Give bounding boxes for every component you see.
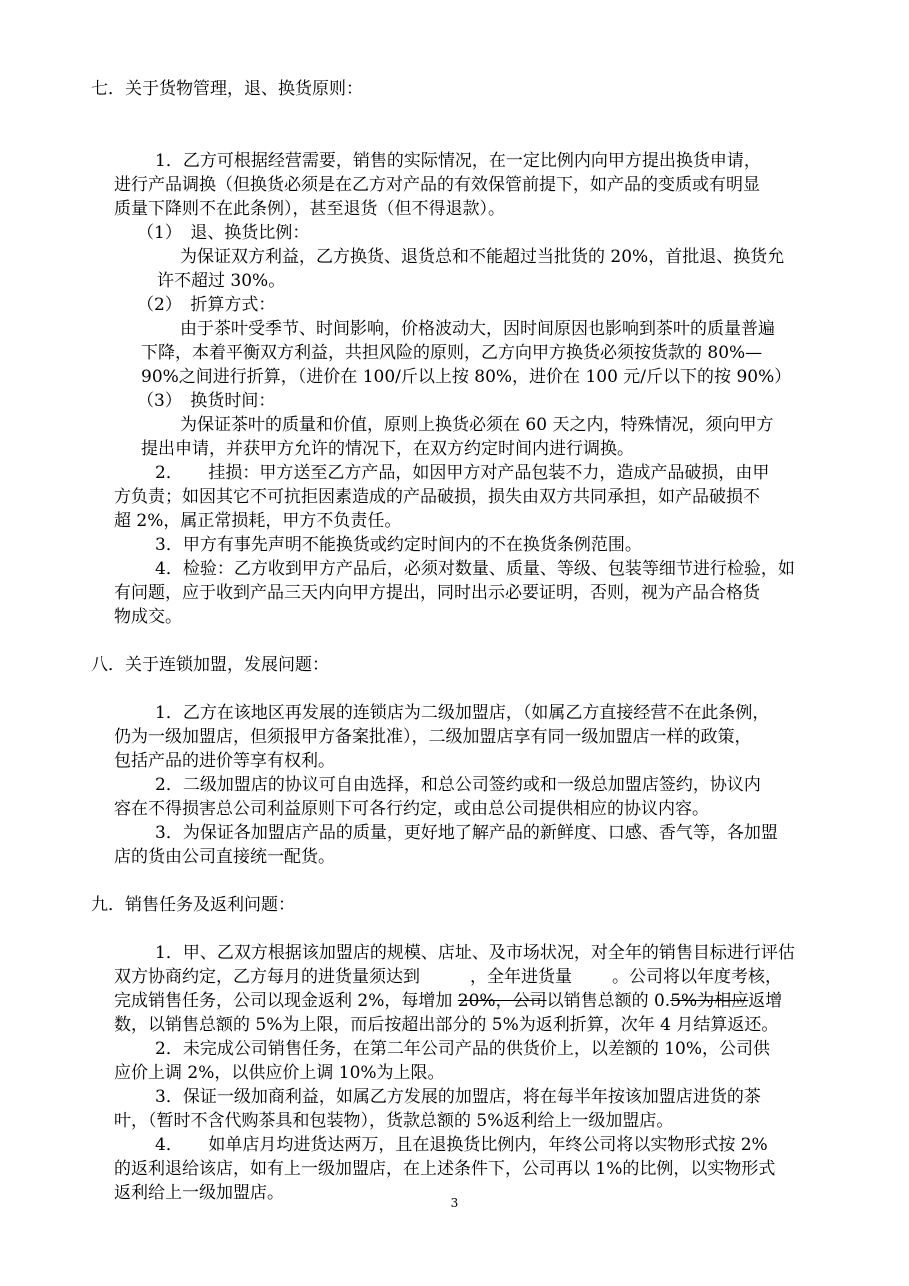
s8-p1-line1: 1．乙方在该地区再发展的连锁店为二级加盟店，（如属乙方直接经营不在此条例， (155, 703, 770, 723)
s7-p2-line2: 方负责；如因其它不可抗拒因素造成的产品破损，损失由双方共同承担，如产品破损不 (114, 487, 760, 507)
s7-sub2-line2: 下降，本着平衡双方利益，共担风险的原则，乙方向甲方换货必须按货款的 80%— (141, 343, 763, 363)
s9-p1-line2 (114, 966, 782, 988)
s8-p1-line2: 仍为一级加盟店，但须报甲方备案批准），二级加盟店享有同一级加盟店一样的政策， (114, 727, 752, 747)
s9-p1-line2-c: 。公司将以年度考核， (612, 967, 782, 987)
strikethrough-text-2: 5%为相应 (670, 991, 749, 1011)
s7-sub3-line1: 为保证茶叶的质量和价值，原则上换货必须在 60 天之内，特殊情况，须向甲方 (180, 415, 774, 435)
s9-p1-line3-c: 以销售总额的 (546, 991, 654, 1011)
s7-p1-line3: 质量下降则不在此条例），甚至退货（但不得退款）。 (114, 199, 505, 219)
s9-p2-line2: 应价上调 2%，以供应价上调 10%为上限。 (114, 1063, 445, 1083)
s7-sub2-line1: 由于茶叶受季节、时间影响，价格波动大，因时间原因也影响到茶叶的质量普遍 (180, 319, 775, 339)
section-9-heading: 九．销售任务及返利问题： (91, 895, 295, 915)
s7-p4-line3: 物成交。 (114, 607, 182, 627)
section-8-heading: 八．关于连锁加盟，发展问题： (91, 655, 329, 675)
s7-sub3-title: （3） 换货时间： (137, 391, 276, 411)
s7-p4-line2: 有问题，应于收到产品三天内向甲方提出，同时出示必要证明，否则，视为产品合格货 (114, 583, 760, 603)
s7-p4-line1: 4．检验：乙方收到甲方产品后，必须对数量、质量、等级、包装等细节进行检验，如 (155, 559, 795, 579)
s8-p2-line2: 容在不得损害总公司利益原则下可各行约定，或由总公司提供相应的协议内容。 (114, 799, 709, 819)
s7-sub1-line1: 为保证双方利益，乙方换货、退货总和不能超过当批货的 20%，首批退、换货允 (180, 247, 785, 267)
s9-p3-line1: 3．保证一级加商利益，如属乙方发展的加盟店，将在每半年按该加盟店进货的茶 (155, 1087, 761, 1107)
page-number: 3 (450, 1196, 459, 1210)
s7-p2-line3: 超 2%，属正常损耗，甲方不负责任。 (114, 511, 402, 531)
s8-p3-line2: 店的货由公司直接统一配货。 (114, 847, 335, 867)
s7-sub1-title: （1） 退、换货比例： (137, 223, 310, 243)
s9-p4-line2: 的返利退给该店，如有上一级加盟店，在上述条件下，公司再以 1%的比例，以实物形式 (114, 1159, 776, 1179)
s9-p1-line1: 1．甲、乙双方根据该加盟店的规模、店址、及市场状况，对全年的销售目标进行评估 (155, 943, 795, 963)
s9-p1-line2-a: 双方协商约定，乙方每月的进货量须达到 (114, 967, 420, 987)
s9-p1-line3-d: 0. (653, 991, 671, 1011)
s9-p4-line1: 4． 如单店月均进货达两万，且在退换货比例内，年终公司将以实物形式按 2% (155, 1135, 768, 1155)
s9-p1-line3-a: 完成销售任务，公司以现金返利 2%，每增加 (114, 991, 458, 1011)
s7-p1-line2: 进行产品调换（但换货必须是在乙方对产品的有效保管前提下，如产品的变质或有明显 (114, 175, 760, 195)
s7-p1-line1: 1．乙方可根据经营需要，销售的实际情况，在一定比例内向甲方提出换货申请， (155, 151, 761, 171)
s7-sub3-line2: 提出申请，并获甲方允许的情况下，在双方约定时间内进行调换。 (141, 439, 634, 459)
s9-p1-line2-b: ，全年进货量 (470, 967, 572, 987)
s9-p2-line1: 2．未完成公司销售任务，在第二年公司产品的供货价上，以差额的 10%，公司供 (155, 1039, 771, 1059)
s7-sub2-title: （2） 折算方式： (137, 295, 276, 315)
s8-p3-line1: 3．为保证各加盟店产品的质量，更好地了解产品的新鲜度、口感、香气等，各加盟 (155, 823, 778, 843)
s7-sub1-line2: 许不超过 30%。 (157, 271, 286, 291)
s9-p1-line3-f: 返增 (748, 991, 783, 1011)
s7-sub2-line3: 90%之间进行折算，（进价在 100/斤以上按 80%，进价在 100 元/斤以下的按 90%） (141, 367, 792, 387)
s7-p3-line1: 3．甲方有事先声明不能换货或约定时间内的不在换货条例范围。 (155, 535, 642, 555)
s9-p4-line3: 返利给上一级加盟店。 (114, 1183, 284, 1203)
section-7-heading: 七．关于货物管理，退、换货原则： (91, 79, 363, 99)
strikethrough-text-1: 20%，公司 (457, 991, 547, 1011)
s8-p2-line1: 2．二级加盟店的协议可自由选择，和总公司签约或和一级总加盟店签约，协议内 (155, 775, 761, 795)
s8-p1-line3: 包括产品的进价等享有权利。 (114, 751, 335, 771)
s9-p1-line4: 数，以销售总额的 5%为上限，而后按超出部分的 5%为返利折算，次年 4 月结算返还。 (114, 1015, 779, 1035)
s9-p3-line2: 叶，（暂时不含代购茶具和包装物），货款总额的 5%返利给上一级加盟店。 (114, 1111, 674, 1131)
s9-p1-line3 (114, 990, 782, 1012)
s7-p2-line1: 2． 挂损：甲方送至乙方产品，如因甲方对产品包装不力，造成产品破损，由甲 (155, 463, 770, 483)
